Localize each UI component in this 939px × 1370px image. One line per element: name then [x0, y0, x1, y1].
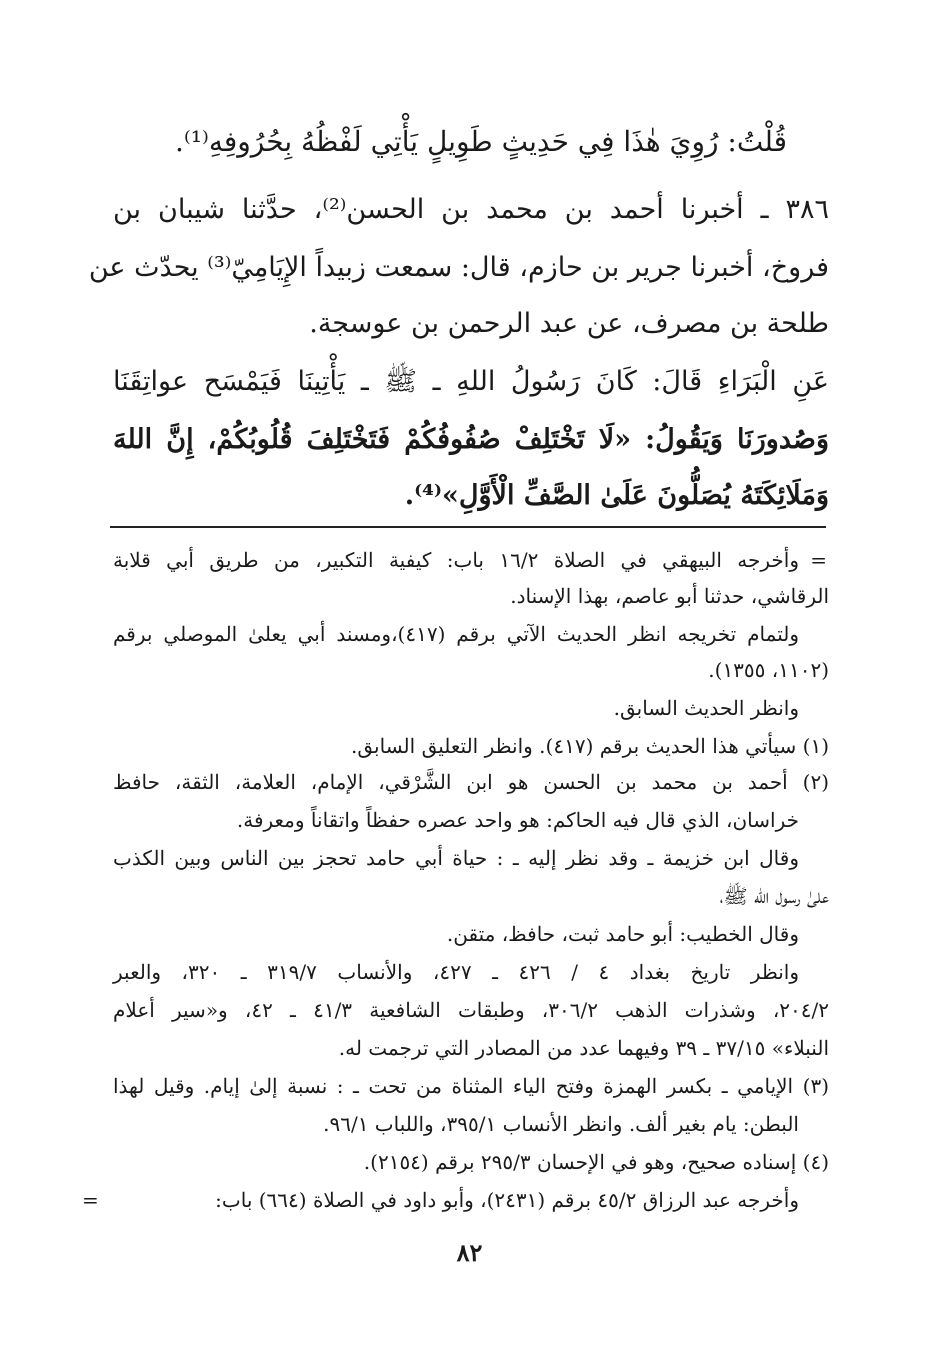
footnote-line: وانظر الحديث السابق.: [613, 696, 799, 720]
footnote-line: وقال ابن خزيمة ـ وقد نظر إليه ـ : حياة أبي حامد تحجز بين الناس وبين الكذب: [113, 846, 799, 870]
footnote-line: ولتمام تخريجه انظر الحديث الآتي برقم (٤١٧)،ومسند أبي يعلىٰ الموصلي برقم: [113, 622, 799, 646]
footnote-1: (١) سيأتي هذا الحديث برقم (٤١٧). وانظر التعليق السابق.: [351, 734, 829, 758]
continuation-mark: =: [82, 1188, 99, 1212]
footnote-line: علىٰ رسول الله ﷺ،: [719, 884, 829, 908]
main-text-line: فروخ، أخبرنا جرير بن حازم، قال: سمعت زبيداً الإِيَامِيّ⁽³⁾ يحدّث عن: [88, 252, 829, 283]
footnote-4: (٤) إسناده صحيح، وهو في الإحسان ٢٩٥/٣ برقم (٢١٥٤).: [363, 1150, 829, 1174]
continuation-mark: =: [810, 548, 827, 572]
footnote-2: (٢) أحمد بن محمد بن الحسن هو ابن الشَّرْقي، الإمام، العلامة، الثقة، حافظ: [113, 770, 829, 794]
hadith-matn-line: وَمَلَائِكَتَهُ يُصَلُّونَ عَلَىٰ الصَّفِّ الْأَوَّلِ»⁽⁴⁾.: [404, 480, 829, 511]
footnote-line: النبلاء» ٣٧/١٥ ـ ٣٩ وفيهما عدد من المصادر التي ترجمت له.: [338, 1036, 829, 1060]
footnote-separator: [110, 526, 826, 528]
footnote-line: الرقاشي، حدثنا أبو عاصم، بهذا الإسناد.: [510, 584, 829, 608]
footnote-line: وأخرجه البيهقي في الصلاة ١٦/٢ باب: كيفية التكبير، من طريق أبي قلابة: [113, 548, 799, 572]
footnote-line: وأخرجه عبد الرزاق ٤٥/٢ برقم (٢٤٣١)، وأبو داود في الصلاة (٦٦٤) باب:: [215, 1188, 799, 1212]
footnote-line: ٢٠٤/٢، وشذرات الذهب ٣٠٦/٢، وطبقات الشافعية ٤١/٣ ـ ٤٢، و«سير أعلام: [113, 998, 830, 1022]
page-number: ٨٢: [456, 1238, 483, 1267]
footnote-line: وقال الخطيب: أبو حامد ثبت، حافظ، متقن.: [446, 922, 799, 946]
main-text-line: قُلْتُ: رُوِيَ هٰذَا فِي حَدِيثٍ طَوِيلٍ يَأْتِي لَفْظُهُ بِحُرُوفِهِ⁽¹⁾.: [174, 125, 787, 158]
hadith-matn-line: وَصُدورَنَا وَيَقُولُ: «لَا تَخْتَلِفْ صُفُوفُكُمْ فَتَخْتَلِفَ قُلُوبُكُمْ، إِنَّ اللهَ: [113, 424, 829, 455]
footnote-line: خراسان، الذي قال فيه الحاكم: هو واحد عصره حفظاً واتقاناً ومعرفة.: [236, 808, 799, 832]
footnote-line: وانظر تاريخ بغداد ٤ / ٤٢٦ ـ ٤٢٧، والأنساب ٣١٩/٧ ـ ٣٢٠، والعبر: [113, 960, 800, 984]
footnote-3: (٣) الإيامي ـ بكسر الهمزة وفتح الياء المثناة من تحت ـ : نسبة إلىٰ إيام. وقيل لهذا: [113, 1074, 829, 1098]
main-text-line: طلحة بن مصرف، عن عبد الرحمن بن عوسجة.: [309, 308, 829, 339]
footnote-line: البطن: يام بغير ألف. وانظر الأنساب ٣٩٥/١، واللباب ٩٦/١.: [323, 1112, 799, 1136]
main-text-line: عَنِ الْبَرَاءِ قَالَ: كَانَ رَسُولُ اللهِ ـ ﷺ ـ يَأْتِينَا فَيَمْسَح عواتِقَنَا: [113, 366, 829, 397]
footnote-line: (١١٠٢، ١٣٥٥).: [708, 658, 829, 682]
hadith-number-line: ٣٨٦ ـ أخبرنا أحمد بن محمد بن الحسن⁽²⁾، حدَّثنا شيبان بن: [113, 194, 829, 225]
